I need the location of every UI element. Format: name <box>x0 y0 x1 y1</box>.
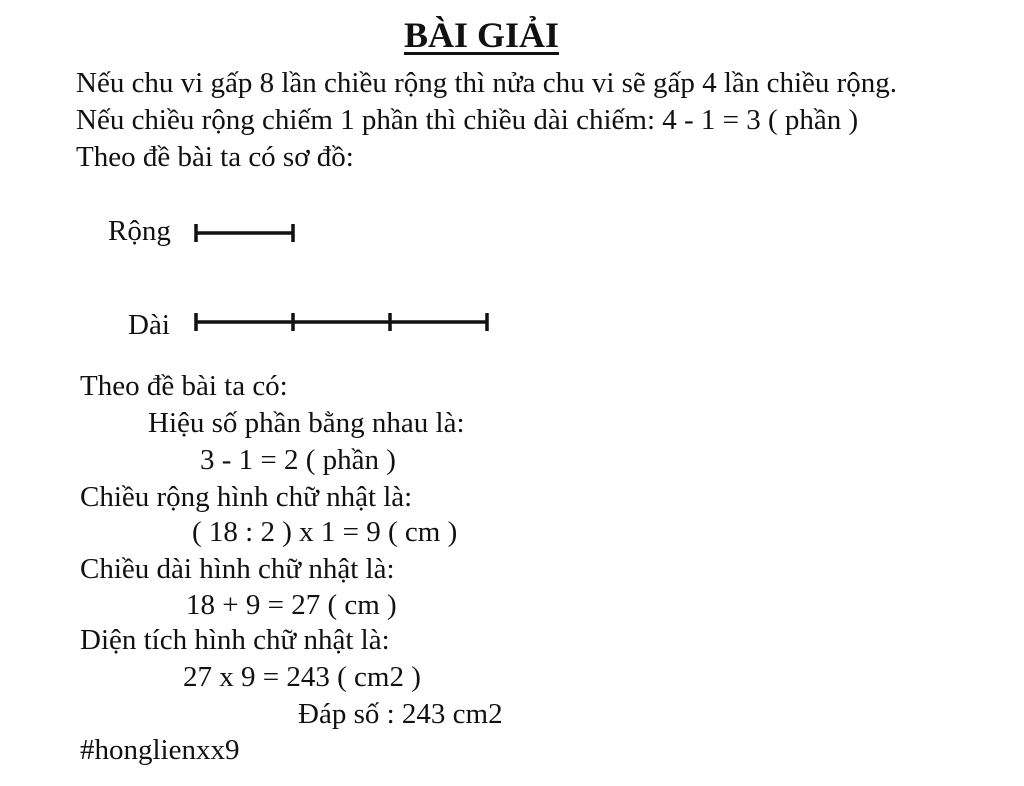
length-label: Chiều dài hình chữ nhật là: <box>80 553 395 585</box>
length-segment <box>190 309 495 335</box>
length-calculation: 18 + 9 = 27 ( cm ) <box>186 589 397 621</box>
final-answer: Đáp số : 243 cm2 <box>298 698 503 730</box>
diagram-width-label: Rộng <box>108 215 171 247</box>
diagram-length-label: Dài <box>128 309 170 341</box>
author-signature: #honglienxx9 <box>80 734 240 766</box>
width-calculation: ( 18 : 2 ) x 1 = 9 ( cm ) <box>192 516 458 548</box>
solution-heading: Theo đề bài ta có: <box>80 370 288 402</box>
width-label: Chiều rộng hình chữ nhật là: <box>80 481 413 513</box>
area-label: Diện tích hình chữ nhật là: <box>80 624 390 656</box>
area-calculation: 27 x 9 = 243 ( cm2 ) <box>183 661 421 693</box>
width-segment <box>190 220 300 246</box>
page-title: BÀI GIẢI <box>404 15 560 55</box>
intro-line-3: Theo đề bài ta có sơ đồ: <box>76 141 354 173</box>
difference-label: Hiệu số phần bằng nhau là: <box>148 407 465 439</box>
difference-calculation: 3 - 1 = 2 ( phần ) <box>200 444 396 476</box>
intro-line-2: Nếu chiều rộng chiếm 1 phần thì chiều dài chiếm: 4 - 1 = 3 ( phần ) <box>76 104 859 136</box>
intro-line-1: Nếu chu vi gấp 8 lần chiều rộng thì nửa chu vi sẽ gấp 4 lần chiều rộng. <box>76 67 898 99</box>
